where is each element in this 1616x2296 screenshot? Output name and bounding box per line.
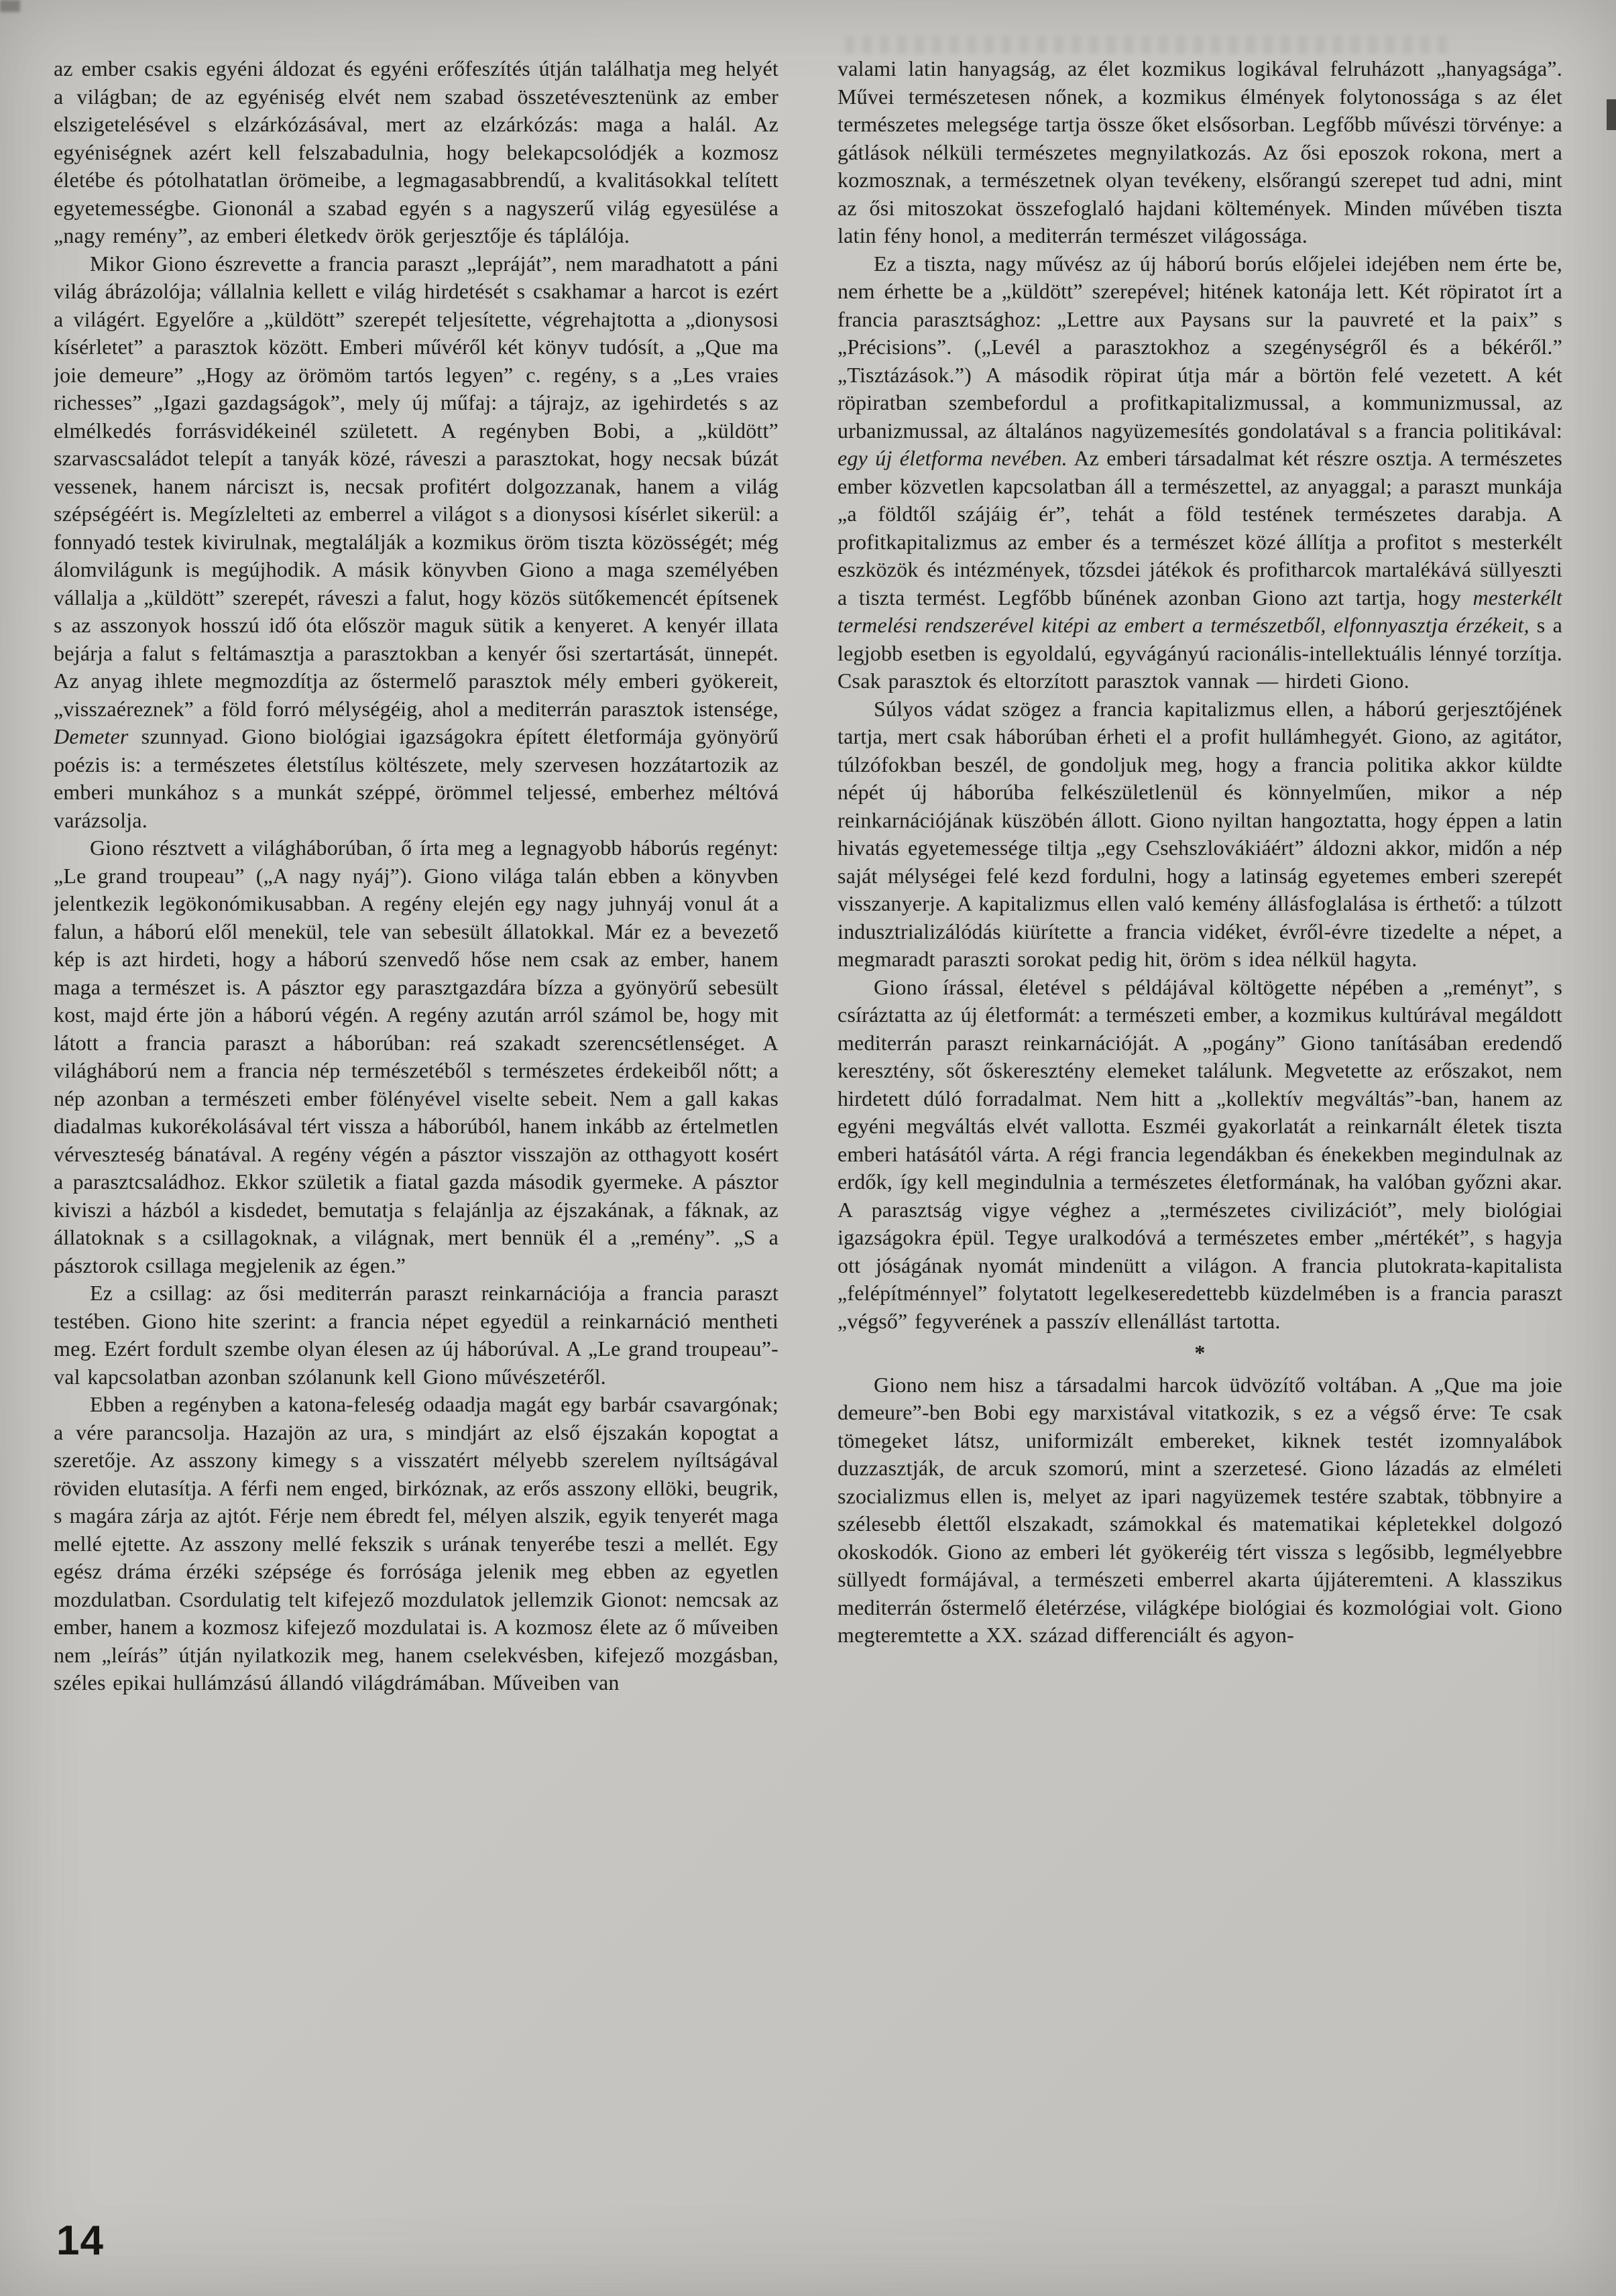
body-text: Giono résztvett a világháborúban, ő írta meg a legnagyobb háborús regényt: „Le grand troupeau” („A nagy nyáj”). Giono világa talán ebben a könyvben jelentkezik legökonómikusabban. A regény elején egy nagy juhnyáj vonul át a falun, a háború elől menekül, tele van sebesült állatokkal. Már ez a bevezető kép is azt hirdeti, hogy a háború szenvedő hőse nem csak az ember, hanem maga a természet is. A pásztor egy parasztgazdára bízza a gyönyörű sebesült kost, majd érte jön a háború végén. A regény azután arról számol be, hogy mit látott a francia paraszt a háborúban: reá szakadt szerencsétlenséget. A világháború nem a francia nép természetéből s természetes érdekeiből nőtt; a nép azonban a természeti ember fölényével viselte sebeit. Nem a gall kakas diadalmas kukorékolásával tért vissza a háborúból, hanem inkább az értelmetlen vérveszteség bánatával. A regény végén a pásztor visszajön az otthagyott kosért a parasztcsaládhoz. Ekkor születik a fiatal gazda második gyermeke. A pásztor kiviszi a házból a kisdedet, bemutatja s felajánlja az éjszakának, a fáknak, az állatoknak s a csillagoknak, a világnak, mert bennük él a „remény”. „S a pásztorok csillaga megjelenik az égen.”: [54, 836, 778, 1277]
emphasized-text: egy új életforma nevében.: [838, 446, 1067, 470]
body-text: Giono írással, életével s példájával költögette népében a „reményt”, s csíráztatta az új életformát: a természeti ember, a kozmikus kultúrával megáldott mediterrán paraszt reinkarnációját. A „pogány” Giono tanításában eredendő keresztény, sőt őskeresztény elemeket találunk. Megvetette az erőszakot, nem hirdetett dúló forradalmat. Nem hitt a „kollektív megváltás”-ban, hanem az egyéni megváltás elvét vallotta. Eszméi gyakorlatát a reinkarnált életek tiszta emberi hatásától várta. A régi francia legendákban és énekekben megindulnak az erdők, így kell megindulnia a természetes életformának, ha valóban győzni akar. A parasztság vigye véghez a „természetes civilizációt”, mely biológiai igazságokra épül. Tegye uralkodóvá a természetes ember „mértékét”, s hagyja ott jóságának nyomát mindenütt a világon. A francia plutokrata-kapitalista „felépítménnyel” folytatott legelkeseredettebb küzdelmében is a francia paraszt „végső” fegyverének a passzív ellenállást tartotta.: [838, 974, 1562, 1333]
paragraph: [54, 1391, 778, 1697]
body-text: Mikor Giono észrevette a francia paraszt „lepráját”, nem maradhatott a páni világ ábrázolója; vállalnia kellett e világ hirdetését s csakhamar a harcot is ezért a világért. Egyelőre a „küldött” szerepét teljesítette, végrehajtotta a „dionysosi kísérletet” a parasztok között. Emberi művéről két könyv tudósít, a „Que ma joie demeure” „Hogy az örömöm tartós legyen” c. regény, s a „Les vraies richesses” „Igazi gazdagságok”, mely új műfaj: a tájrajz, az igehirdetés s az elmélkedés forrásvidékeinél született. A regényben Bobi, a „küldött” szarvascsaládot telepít a tanyák közé, ráveszi a parasztokat, hogy necsak búzát vessenek, hanem nárciszt is, necsak profitért dolgozzanak, hanem a világ szépségéért is. Megízlelteti az emberrel a világot s a dionysosi kísérlet sikerül: a fonnyadó testek kivirulnak, megtalálják a kozmikus öröm tiszta közösségét; még álomvilágunk is megújhodik. A másik könyvben Giono a maga személyében vállalja a „küldött” szerepét, ráveszi a falut, hogy közös sütőkemencét építsenek s az asszonyok hosszú idő óta először maguk sütik a kenyeret. A kenyér illata bejárja a falut s feltámasztja a parasztokban a kenyér ősi szertartását, ünnepét. Az anyag ihlete megmozdítja az őstermelő parasztok mély emberi gyökereit, „visszaéreznek” a föld forró mélységéig, ahol a mediterrán parasztok istensége,: [54, 251, 778, 721]
body-text: s a legjobb esetben is egyoldalú, egyvágányú racionális-intellektuális lénnyé torzítja. Csak parasztok és eltorzított parasztok vannak — hirdeti Giono.: [838, 613, 1562, 693]
body-text: szunnyad. Giono biológiai igazságokra épített életformája gyönyörű poézis is: a természetes életstílus költészete, mely szervesen hozzátartozik az emberi munkához s a munkát széppé, örömmel teljessé, emberhez méltóvá varázsolja.: [54, 724, 778, 832]
body-text: Ez a csillag: az ősi mediterrán paraszt reinkarnációja a francia paraszt testében. Giono hite szerint: a francia népet egyedül a reinkarnáció mentheti meg. Ezért fordult szembe olyan élesen az új háborúval. A „Le grand troupeau”-val kapcsolatban azonban szólanunk kell Giono művészetéről.: [54, 1281, 778, 1389]
scan-edge-mark: [1607, 99, 1616, 130]
body-text: az ember csakis egyéni áldozat és egyéni erőfeszítés útján találhatja meg helyét a világban; de az egyéniség elvét nem szabad összetévesztenünk az ember elszigetelésével s elzárkózásával, mert az elzárkózás: maga a halál. Az egyéniségnek azért kell felszabadulnia, hogy belekapcsolódjék a kozmosz életébe és pótolhatatlan örömeibe, a legmagasabbrendű, a kvalitásokkal telített egyetemességbe. Giononál a szabad egyén s a nagyszerű világ egyesülése a „nagy remény”, az emberi életkedv örök gerjesztője és táplálója.: [54, 56, 778, 247]
paragraph: [838, 1371, 1562, 1650]
scan-ghost-artifact: [845, 36, 1448, 54]
paragraph: [838, 55, 1562, 250]
text-column-right: [838, 55, 1562, 2234]
section-separator: [838, 1335, 1562, 1371]
body-text: *: [1194, 1340, 1206, 1365]
paragraph: [54, 1279, 778, 1391]
paragraph: [838, 250, 1562, 695]
body-text: Súlyos vádat szögez a francia kapitalizmus ellen, a háború gerjesztőjének tartja, mert csak háborúban érheti el a profit hullámhegyét. Giono, az agitátor, túlzófokban beszél, de gondoljuk meg, hogy a francia politika akkor küldte népét új háborúba felkészületlenül és könnyelműen, mikor a nép reinkarnációjának küszöbén állott. Giono nyiltan hangoztatta, hogy éppen a latin hivatás egyetemessége tiltja „egy Csehszlovákiáért” áldozni akkor, midőn a nép saját mélységei felé kezd fordulni, hogy a latinság egyetemes emberi szerepét visszanyerje. A kapitalizmus ellen való kemény állásfoglalása is érthető: a túlzott indusztrializálódás kiürítette a francia vidéket, évről-évre tizedelte a népet, a megmaradt paraszti sorokat pedig hit, öröm s idea nélkül hagyta.: [838, 696, 1562, 971]
body-text: Giono nem hisz a társadalmi harcok üdvözítő voltában. A „Que ma joie demeure”-ben Bobi egy marxistával vitatkozik, s ez a végső érve: Te csak tömegeket látsz, uniformizált embereket, kiknek testét izomnyalábok duzzasztják, de arcuk szomorú, mint a szerzetesé. Giono lázadás az elméleti szocializmus ellen is, melyet az ipari nagyüzemek testére szabtak, többnyire a szélesebb élettől elszakadt, számokkal és matematikai képletekkel dolgozó okoskodók. Giono az emberi lét gyökeréig tért vissza s legősibb, legmélyebbre süllyedt formájával, a természeti emberrel akarta újjáteremteni. A klasszikus mediterrán őstermelő életérzése, világképe biológiai és kozmológiai volt. Giono megteremtette a XX. század differenciált és agyon-: [838, 1372, 1562, 1647]
page-number: 14: [56, 2218, 104, 2264]
body-text: valami latin hanyagság, az élet kozmikus logikával felruházott „hanyagsága”. Művei természetesen nőnek, a kozmikus élmények folytonossága s az élet természetes melegsége tartja össze őket elsősorban. Legfőbb művészi törvénye: a gátlások nélküli természetes megnyilatkozás. Az ősi eposzok rokona, mert a kozmosznak, a természetnek olyan tevékeny, elsőrangú szerepet tud adni, mint az ősi mitoszokat összefoglaló hajdani költemények. Minden művében tiszta latin fény honol, a mediterrán természet világossága.: [838, 56, 1562, 247]
body-text: Az emberi társadalmat két részre osztja. A természetes ember közvetlen kapcsolatban áll a természettel, az anyaggal; a paraszt munkája „a földtől szájáig ér”, tehát a föld testének természetes darabja. A profitkapitalizmus az ember és a természet közé állítja a profitot s mesterkélt eszközök és intézmények, tőzsdei játékok és profitharcok martalékává süllyeszti a tiszta termést. Legfőbb bűnének azonban Giono azt tartja, hogy: [838, 446, 1562, 610]
emphasized-text: mesterkélt termelési rendszerével kitépi az embert a természetből, elfonnyasztja érzékeit,: [838, 585, 1562, 637]
scan-corner-mark: [0, 0, 20, 12]
paragraph: [54, 250, 778, 835]
emphasized-text: Demeter: [54, 724, 129, 748]
paragraph: [838, 695, 1562, 974]
body-text: Ez a tiszta, nagy művész az új háború borús előjelei idejében nem érte be, nem érhette be a „küldött” szerepével; hitének katonája lett. Két röpiratot írt a francia parasztsághoz: „Lettre aux Paysans sur la pauvreté et la paix” s „Précisions”. („Levél a parasztokhoz a szegénységről és a békéről.” „Tisztázások.”) A második röpirat útja már a börtön felé vezetett. A két röpiratban szembefordul a profitkapitalizmussal, a kommunizmussal, az urbanizmussal, az általános nagyüzemesítés gondolatával s a francia politikával:: [838, 251, 1562, 443]
body-text: Ebben a regényben a katona-feleség odaadja magát egy barbár csavargónak; a vére parancsolja. Hazajön az ura, s mindjárt az első éjszakán kopogtat a szeretője. Az asszony kimegy s a visszatért mélyebb szerelem nyíltságával röviden elutasítja. A férfi nem enged, birkóznak, az erős asszony ellöki, beugrik, s magára zárja az ajtót. Férje nem ébredt fel, mélyen alszik, egyik tenyerét maga mellé ejtette. Az asszony mellé fekszik s urának tenyerébe teszi a mellét. Egy egész dráma érzéki szépsége és forrósága jelenik meg ebben az egyetlen mozdulatban. Csordulatig telt kifejező mozdulatok jellemzik Gionot: nemcsak az ember, hanem a kozmosz kifejező mozdulatai is. A kozmosz élete az ő műveiben nem „leírás” útján nyilatkozik meg, hanem cselekvésben, kifejező mozgásban, széles epikai hullámzású állandó világdrámában. Műveiben van: [54, 1392, 778, 1695]
paragraph: [54, 55, 778, 250]
text-column-left: [54, 55, 778, 2234]
paragraph: [838, 974, 1562, 1336]
paragraph: [54, 834, 778, 1279]
article-body: [54, 55, 1562, 2234]
